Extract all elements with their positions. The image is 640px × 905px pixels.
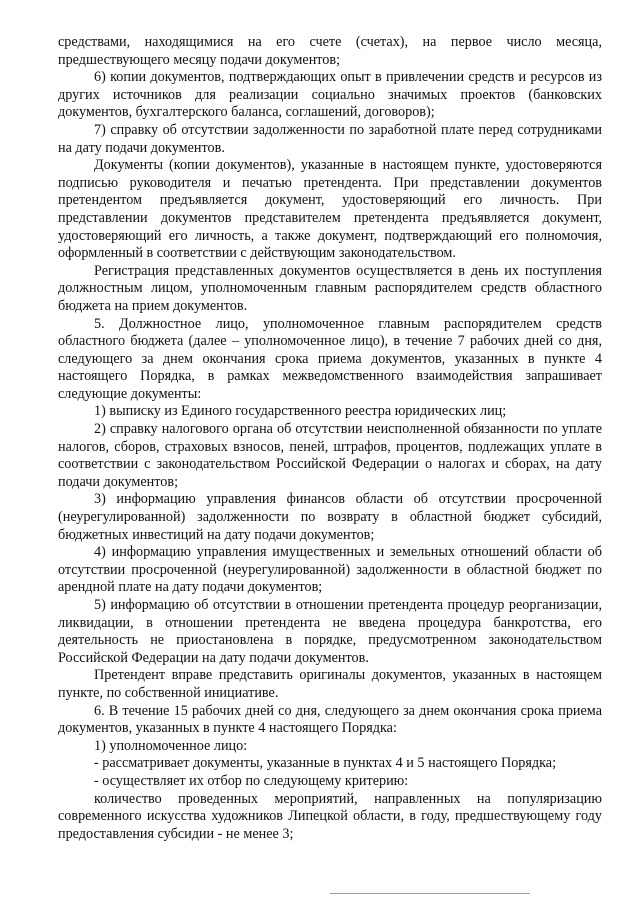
paragraph: 5) информацию об отсутствии в отношении претендента процедур реорганизации, ликвидации, в отношении претендента не введена процедура банкротства, его деятельность не приостановлена в порядке, предусмотренном законодательством Российской Федерации на дату подачи документов. [58, 597, 602, 666]
paragraph: 5. Должностное лицо, уполномоченное главным распорядителем средств областного бюджета (далее – уполномоченное лицо), в течение 7 рабочих дней со дня, следующего за днем окончания срока приема документов, указанных в пункте 4 настоящего Порядка, в рамках межведомственного взаимодействия запрашивает следующие документы: [58, 315, 602, 402]
paragraph: 1) выписку из Единого государственного реестра юридических лиц; [94, 403, 507, 420]
paragraph: количество проведенных мероприятий, направленных на популяризацию современного искусства художников Липецкой области, в году, предшествующему году предоставления субсидии - не менее 3; [58, 790, 602, 842]
paragraph: Регистрация представленных документов осуществляется в день их поступления должностным лицом, уполномоченным главным распорядителем средств областного бюджета на прием документов. [58, 262, 602, 314]
paragraph: 6) копии документов, подтверждающих опыт в привлечении средств и ресурсов из других источников для реализации социально значимых проектов (банковских документов, бухгалтерского баланса, соглашений, договоров); [58, 69, 602, 121]
paragraph: - рассматривает документы, указанные в пунктах 4 и 5 настоящего Порядка; [94, 755, 557, 772]
paragraph: 3) информацию управления финансов области об отсутствии просроченной (неурегулированной) задолженности по возврату в областной бюджет субсидий, бюджетных инвестиций на дату подачи документов; [58, 491, 602, 543]
paragraph: - осуществляет их отбор по следующему критерию: [94, 772, 409, 789]
paragraph: 1) уполномоченное лицо: [94, 737, 248, 754]
paragraph: 2) справку налогового органа об отсутствии неисполненной обязанности по уплате налогов, сборов, страховых взносов, пеней, штрафов, процентов, подлежащих уплате в соответствии с законодательством Российской Федерации о налогах и сборах, на дату подачи документов; [58, 421, 602, 490]
paragraph: 7) справку об отсутствии задолженности по заработной плате перед сотрудниками на дату подачи документов. [58, 121, 602, 156]
paragraph: Документы (копии документов), указанные в настоящем пункте, удостоверяются подписью руководителя и печатью претендента. При представлении документов претендентом предъявляется документ, удостоверяющий его личность. При представлении документов представителем претендента предъявляется документ, удостоверяющий его личность, а также документ, подтверждающий его полномочия, оформленный в соответствии с действующим законодательством. [58, 157, 602, 262]
paragraph: 6. В течение 15 рабочих дней со дня, следующего за днем окончания срока приема документов, указанных в пункте 4 настоящего Порядка: [58, 702, 602, 737]
paragraph: средствами, находящимися на его счете (счетах), на первое число месяца, предшествующего месяцу подачи документов; [58, 34, 602, 68]
paragraph: Претендент вправе представить оригиналы документов, указанных в настоящем пункте, по собственной инициативе. [58, 667, 602, 701]
paragraph: 4) информацию управления имущественных и земельных отношений области об отсутствии просроченной (неурегулированной) задолженности в областной бюджет по арендной плате на дату подачи документов; [58, 544, 602, 596]
document-page [58, 34, 602, 843]
page-edge-line [330, 893, 530, 894]
